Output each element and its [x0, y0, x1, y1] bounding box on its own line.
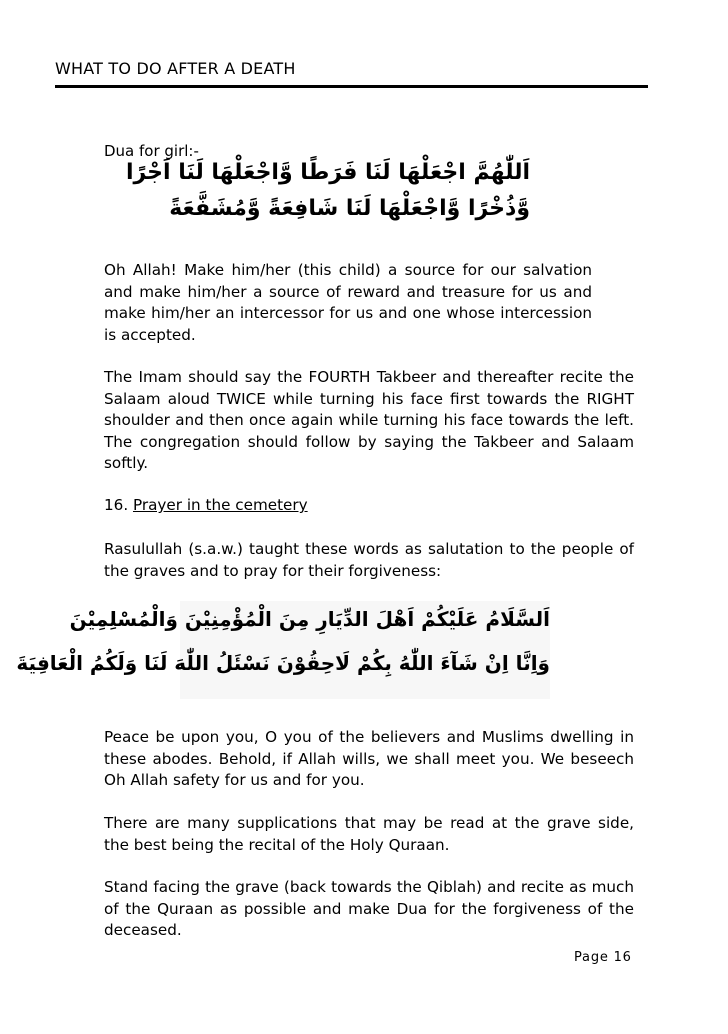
dua-girl-label: Dua for girl:-	[104, 142, 199, 160]
page-number: Page 16	[574, 950, 632, 965]
supplications-paragraph: There are many supplications that may be read at the grave side, the best being the recital of the Holy Quraan.	[104, 814, 634, 854]
cemetery-dua-image	[16, 601, 550, 699]
cemetery-dua-arabic-line-2: وَاِنَّا اِنْ شَآءَ اللّٰهُ بِكُمْ لَاحِقُوْنَ نَسْئَلُ اللّٰهَ لَنَا وَلَكُمُ الْعَافِيَةَ	[16, 651, 550, 675]
takbeer-paragraph: The Imam should say the FOURTH Takbeer and thereafter recite the Salaam aloud TWICE while turning his face first towards the RIGHT shoulder and then once again while turning his face towards the left. The congregation should follow by saying the Takbeer and Salaam softly.	[104, 368, 634, 472]
section-number: 16.	[104, 496, 129, 514]
stand-facing-paragraph: Stand facing the grave (back towards the Qiblah) and recite as much of the Quraan as possible and make Dua for the forgiveness of the deceased.	[104, 878, 634, 939]
dua-girl-translation: Oh Allah! Make him/her (this child) a source for our salvation and make him/her a source of reward and treasure for us and make him/her an intercessor for us and one whose intercession is accepted.	[104, 261, 592, 344]
page-header-title: WHAT TO DO AFTER A DEATH	[55, 59, 296, 78]
cemetery-dua-translation: Peace be upon you, O you of the believers and Muslims dwelling in these abodes. Behold, if Allah wills, we shall meet you. We beseech Oh Allah safety for us and for you.	[104, 728, 634, 789]
header-divider	[55, 85, 648, 88]
dua-girl-arabic-line-1: اَللّٰهُمَّ اجْعَلْهَا لَنَا فَرَطًا وَّاجْعَلْهَا لَنَا اَجْرًا	[125, 160, 530, 185]
section-title: Prayer in the cemetery	[132, 496, 308, 514]
section-16-heading	[104, 496, 308, 514]
rasulullah-paragraph: Rasulullah (s.a.w.) taught these words as salutation to the people of the graves and to pray for their forgiveness:	[104, 540, 634, 580]
dua-girl-arabic-line-2: وَّذُخْرًا وَّاجْعَلْهَا لَنَا شَافِعَةً وَّمُشَفَّعَةً	[169, 196, 530, 221]
cemetery-dua-arabic-line-1: اَلسَّلَامُ عَلَيْكُمْ اَهْلَ الدِّيَارِ مِنَ الْمُؤْمِنِيْنَ وَالْمُسْلِمِيْنَ	[69, 607, 550, 631]
